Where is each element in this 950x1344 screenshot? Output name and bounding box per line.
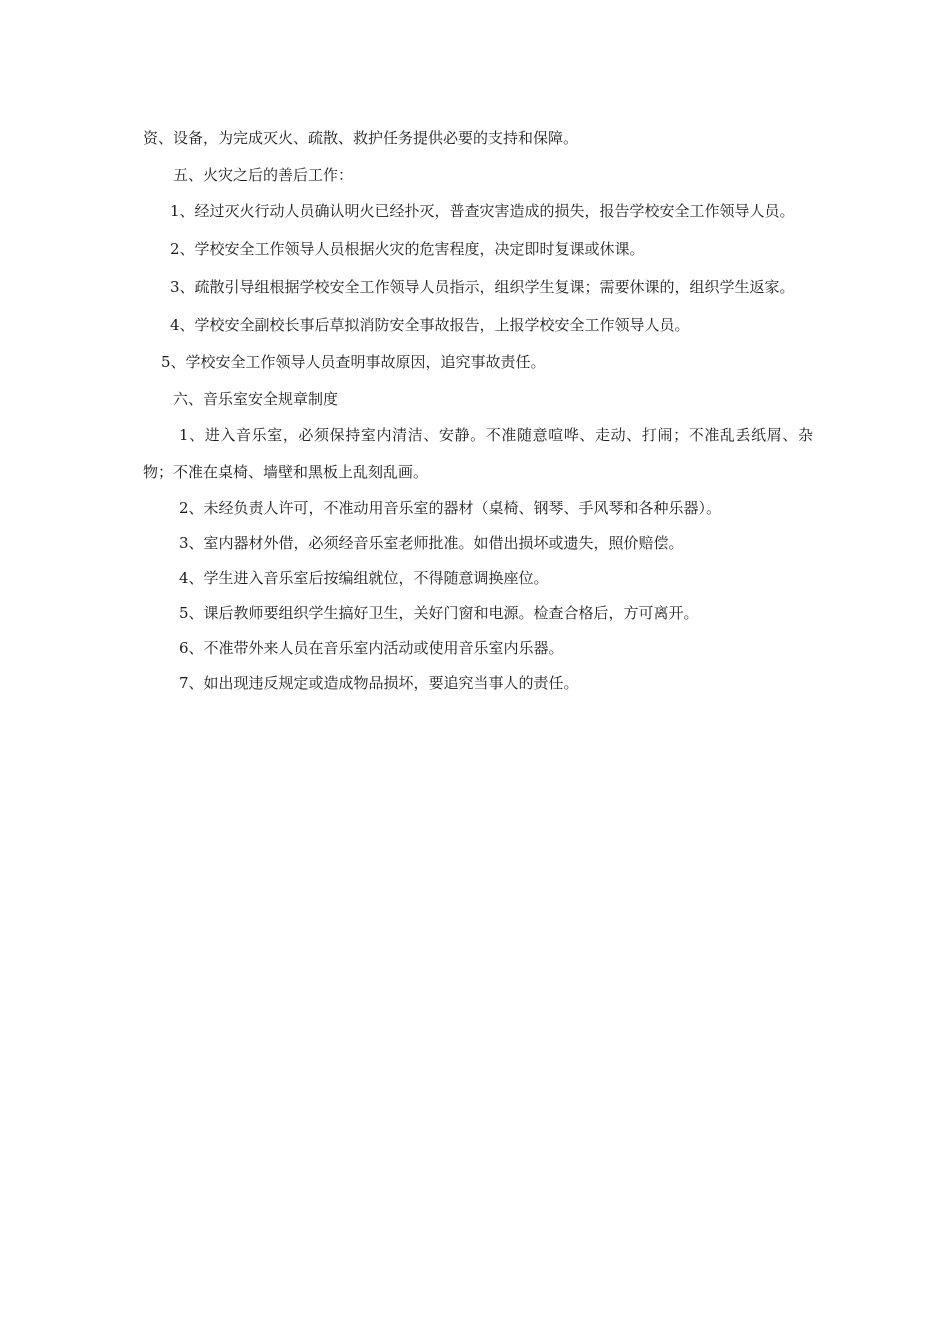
aftermath-item-5: 5、学校安全工作领导人员查明事故原因，追究事故责任。 [161, 353, 546, 371]
music-rule-4: 4、学生进入音乐室后按编组就位，不得随意调换座位。 [179, 569, 549, 587]
music-rule-1: 1、进入音乐室，必须保持室内清洁、安静。不准随意喧哗、走动、打闹；不准乱丢纸屑、杂物；不准在桌椅、墙壁和黑板上乱刻乱画。 [143, 426, 813, 481]
aftermath-item-1: 1、经过灭火行动人员确认明火已经扑灭，普查灾害造成的损失，报告学校安全工作领导人员。 [170, 202, 795, 220]
music-rule-3: 3、室内器材外借，必须经音乐室老师批准。如借出损坏或遗失，照价赔偿。 [179, 534, 684, 552]
paragraph-continuation: 资、设备，为完成灭火、疏散、救护任务提供必要的支持和保障。 [143, 129, 579, 147]
section-heading-aftermath: 五、火灾之后的善后工作： [173, 166, 354, 184]
music-rule-6: 6、不准带外来人员在音乐室内活动或使用音乐室内乐器。 [179, 639, 564, 657]
aftermath-item-4: 4、学校安全副校长事后草拟消防安全事故报告，上报学校安全工作领导人员。 [170, 316, 690, 334]
document-body [143, 120, 813, 701]
music-rule-2: 2、未经负责人许可，不准动用音乐室的器材（桌椅、钢琴、手风琴和各种乐器）。 [179, 499, 722, 517]
aftermath-item-2: 2、学校安全工作领导人员根据火灾的危害程度，决定即时复课或休课。 [170, 240, 645, 258]
music-rule-7: 7、如出现违反规定或造成物品损坏，要追究当事人的责任。 [179, 674, 579, 692]
music-rule-5: 5、课后教师要组织学生搞好卫生，关好门窗和电源。检查合格后，方可离开。 [179, 604, 699, 622]
aftermath-item-3: 3、疏散引导组根据学校安全工作领导人员指示，组织学生复课；需要休课的，组织学生返家。 [170, 278, 795, 296]
section-heading-music-room: 六、音乐室安全规章制度 [173, 390, 339, 408]
